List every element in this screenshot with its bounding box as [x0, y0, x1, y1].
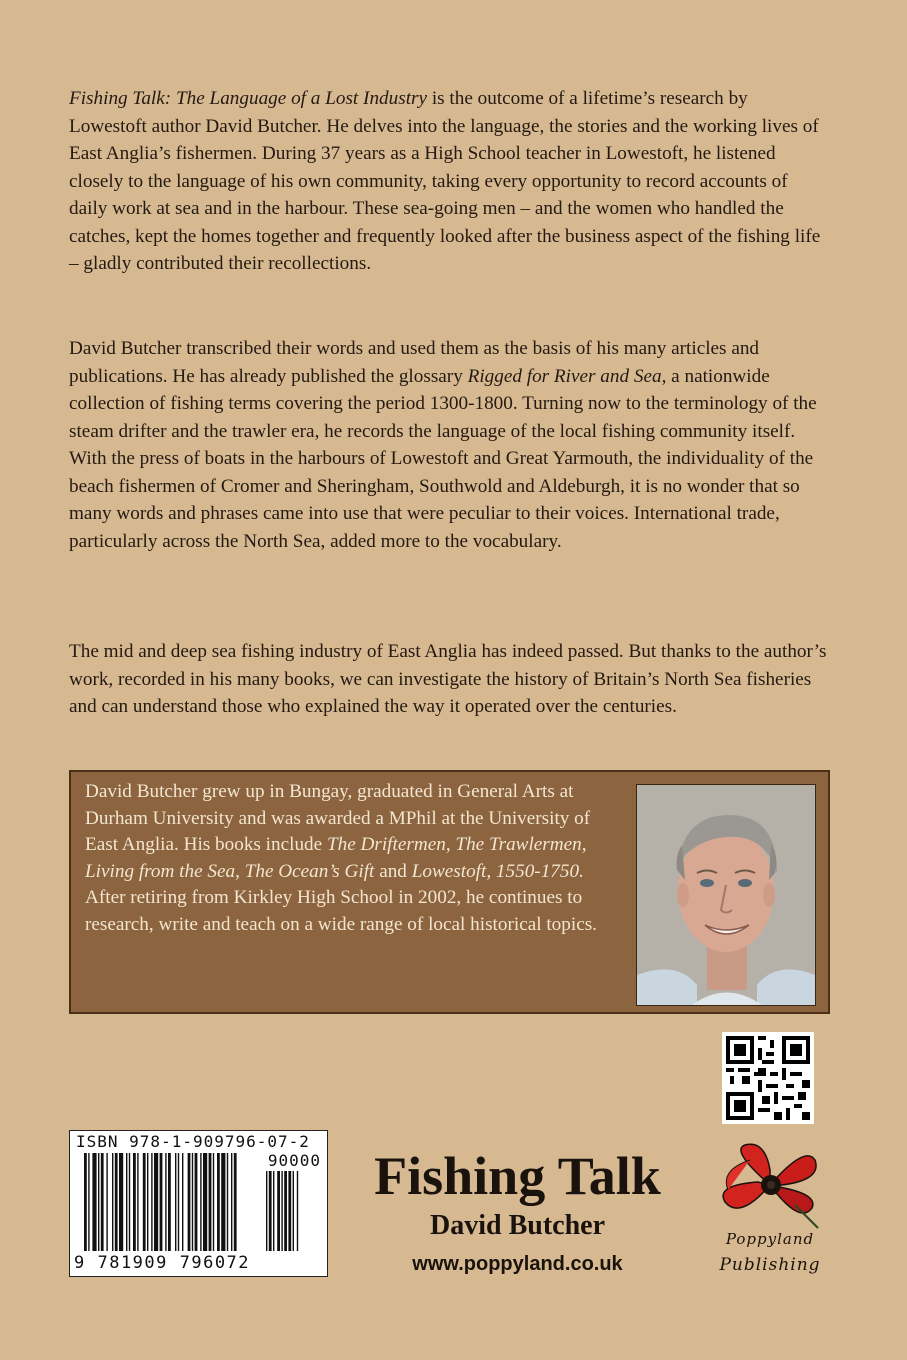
bio-sep: ,: [445, 834, 456, 855]
blurb-text: , a nationwide collection of fishing terms covering the period 1300-1800. Turning now to the terminology of the steam drifter and the trawler era, he records the language of the local fishing community itself. With the press of boats in the harbours of Lowestoft and Great Yarmouth, the individuality of the beach fishermen of Cromer and Sheringham, Southwold and Aldeburgh, it is no wonder that so many words and phrases came into use that were peculiar to their voices. International trade, particularly across the North Sea, added more to the vocabulary.: [69, 365, 817, 552]
blurb-text: is the outcome of a lifetime’s research by Lowestoft author David Butcher. He delves into the language, the stories and the working lives of East Anglia’s fishermen. During 37 years as a High School teacher in Lowestoft, he listened closely to the language of his own community, taking every opportunity to record accounts of daily work at sea and in the harbour. These sea-going men – and the women who handled the catches, kept the homes together and frequently looked after the business aspect of the fishing life – gladly contributed their recollections.: [69, 88, 821, 274]
bio-text: After retiring from Kirkley High School in 2002, he continues to research, write and teach on a wide range of local historical topics.: [85, 887, 597, 935]
price-addon-number: 90000: [267, 1151, 321, 1170]
book-title: Living from the Sea: [85, 860, 236, 882]
bio-sep: and: [374, 860, 412, 882]
author-bio-text: [85, 779, 605, 938]
book-title: Lowestoft, 1550-1750.: [411, 860, 584, 882]
ean-number: 9 781909 796072: [74, 1253, 251, 1273]
author-photo: [636, 784, 816, 1006]
bio-sep: ,: [235, 860, 245, 882]
book-title: Fishing Talk: [374, 1146, 661, 1206]
publisher-name-line2: Publishing: [719, 1255, 821, 1275]
publisher-logo: [700, 1140, 840, 1290]
publisher-website[interactable]: www.poppyland.co.uk: [412, 1253, 623, 1275]
blurb-paragraph-1: [69, 85, 829, 278]
publisher-name-line1: Poppyland: [725, 1230, 815, 1248]
book-title: The Trawlermen: [455, 834, 582, 855]
book-title-italic: Fishing Talk: The Language of a Lost Industry: [69, 88, 428, 109]
glossary-title-italic: Rigged for River and Sea: [467, 365, 662, 387]
qr-code-icon: [722, 1032, 814, 1124]
book-title: The Driftermen: [326, 834, 446, 855]
book-title: The Ocean’s Gift: [244, 860, 375, 882]
author-portrait-icon: [637, 785, 815, 1005]
bio-sep: ,: [581, 834, 587, 855]
blurb-text: David Butcher transcribed their words and used them as the basis of his many articles and publications. He has already published the glossary: [69, 338, 760, 387]
author-bio-box: [69, 770, 830, 1014]
blurb-paragraph-3: The mid and deep sea fishing industry of East Anglia has indeed passed. But thanks to the author’s work, recorded in his many books, we can investigate the history of Britain’s North Sea fisheries and can understand those who explained the way it operated over the centuries.: [69, 641, 827, 717]
qr-code[interactable]: [722, 1032, 814, 1124]
isbn-barcode: [69, 1130, 328, 1277]
author-name: David Butcher: [430, 1210, 605, 1241]
blurb-paragraph-2: [69, 335, 829, 555]
isbn-label: ISBN 978-1-909796-07-2: [76, 1132, 310, 1151]
poppy-flower-icon: [700, 1140, 840, 1230]
bio-text: David Butcher grew up in Bungay, graduated in General Arts at Durham University and was awarded a MPhil at the University of East Anglia. His books include: [85, 781, 591, 855]
